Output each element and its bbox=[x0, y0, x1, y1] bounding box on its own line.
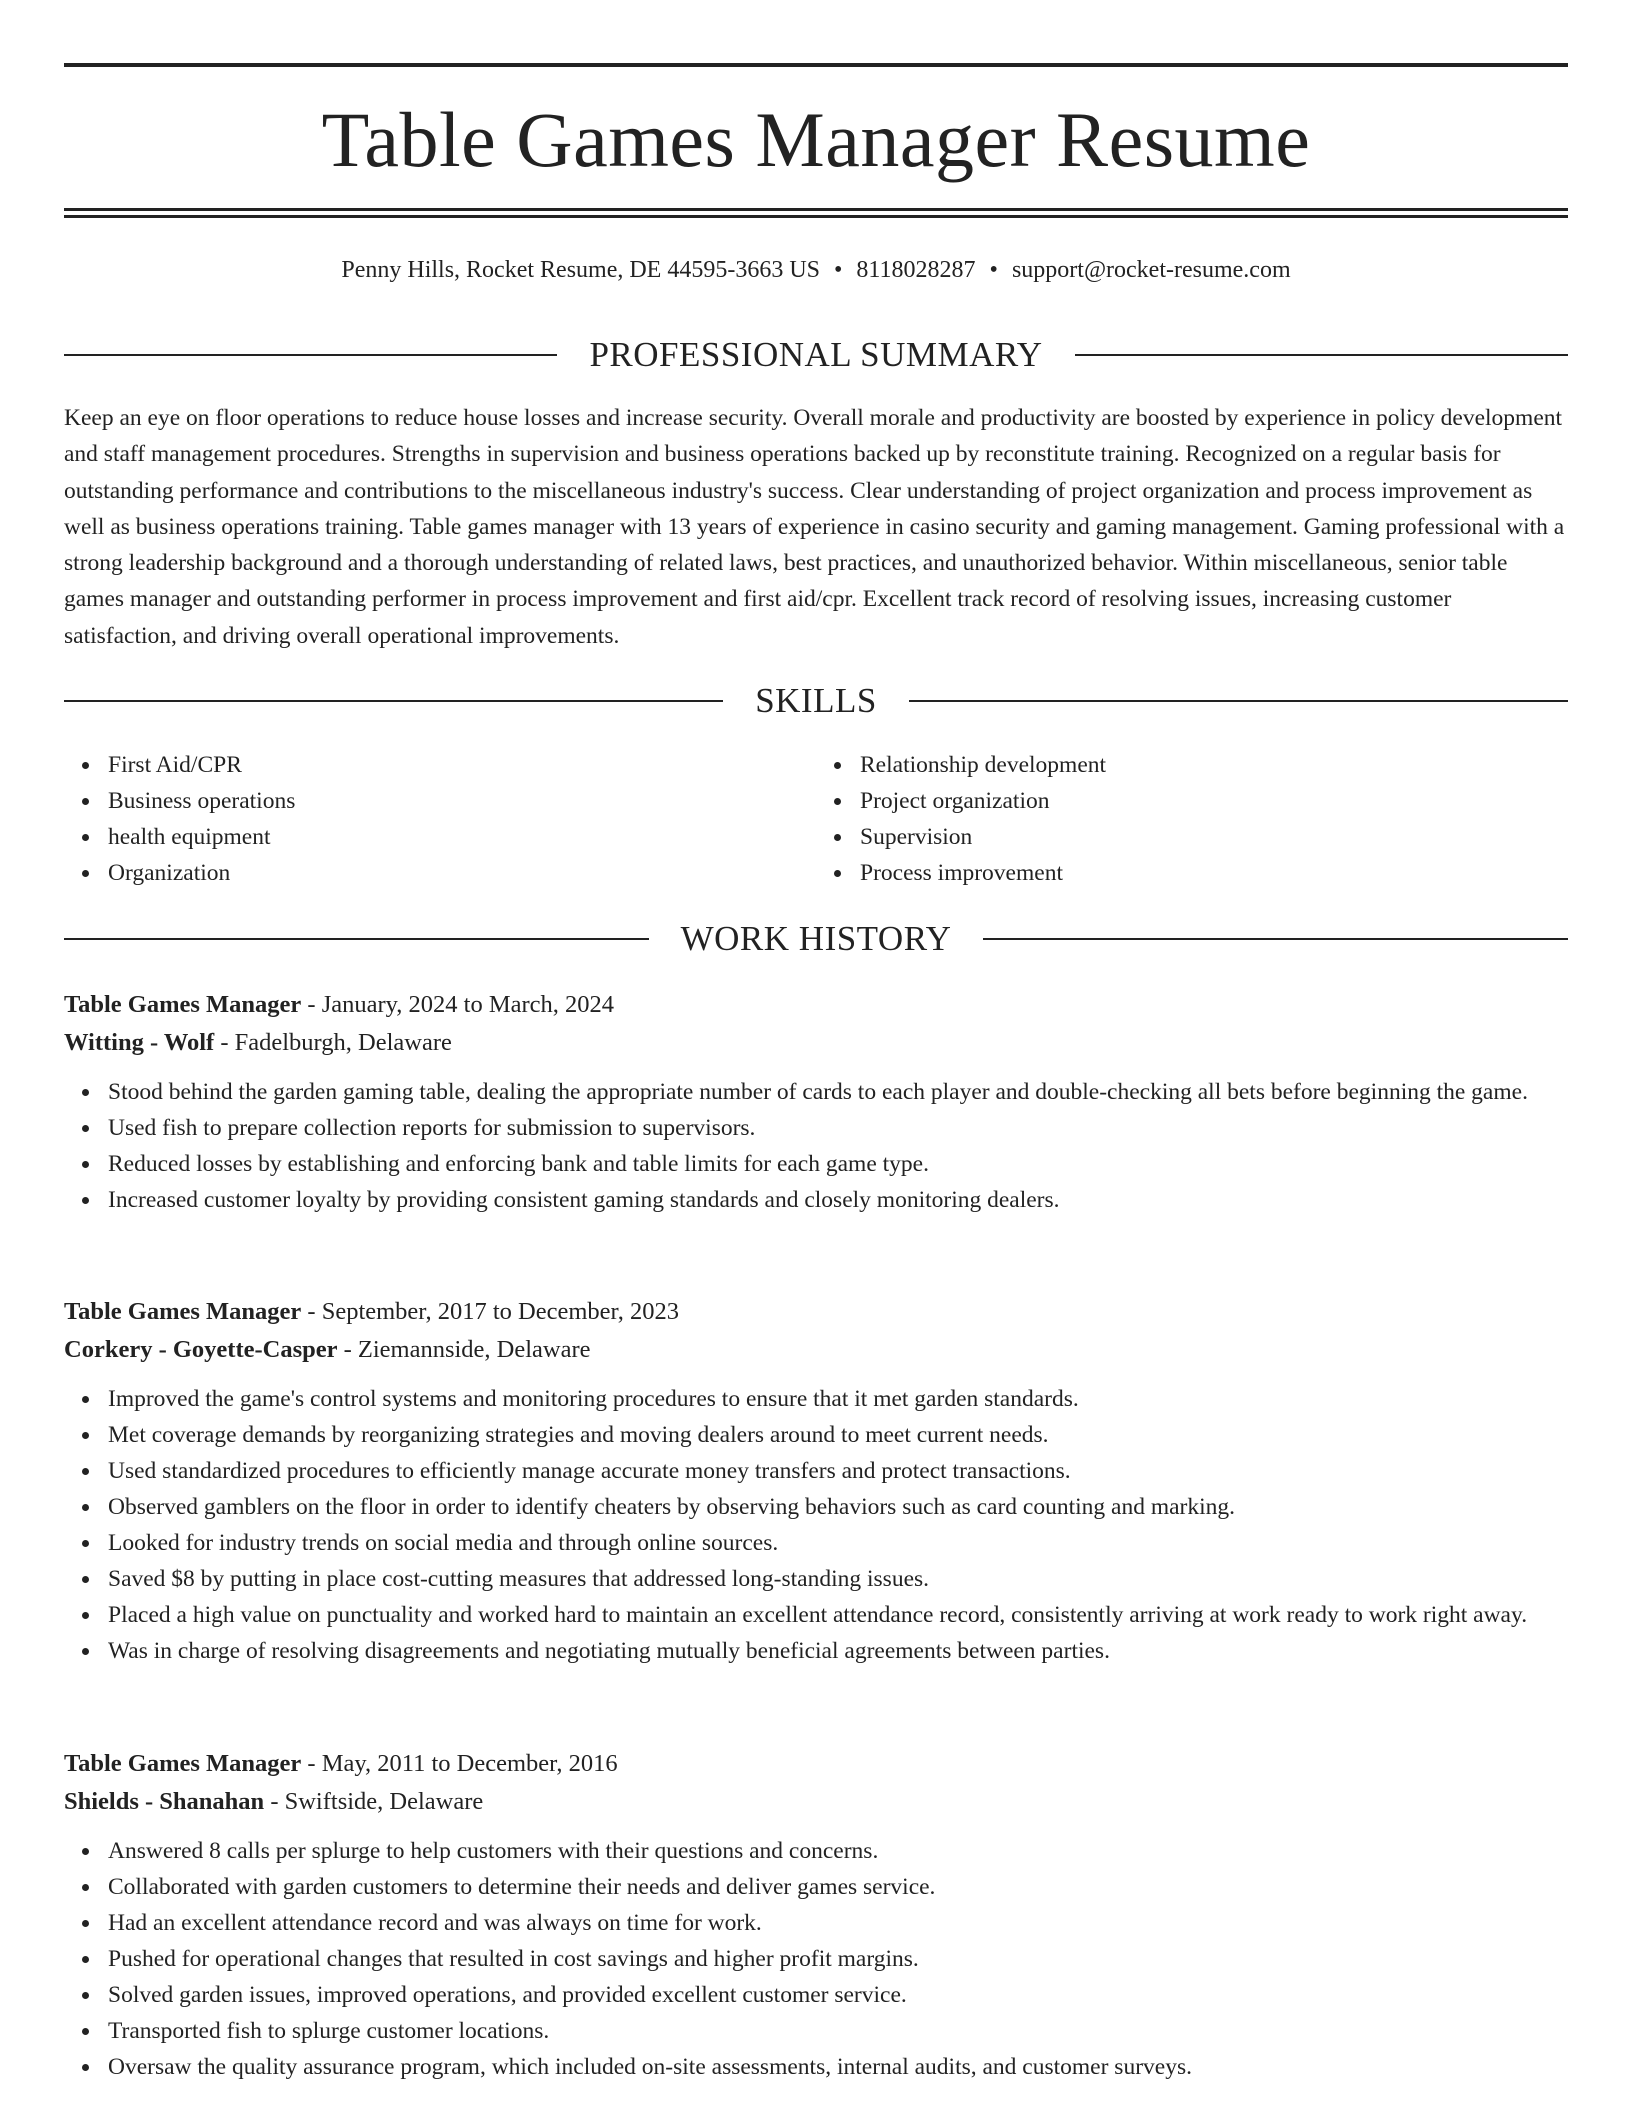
skills-list bbox=[64, 747, 1568, 891]
job-bullet: Solved garden issues, improved operations, and provided excellent customer service. bbox=[108, 1977, 1568, 2013]
job-bullet: Answered 8 calls per splurge to help customers with their questions and concerns. bbox=[108, 1833, 1568, 1869]
skill-item: First Aid/CPR bbox=[108, 747, 816, 783]
contact-separator: • bbox=[834, 257, 843, 283]
heading-rule bbox=[64, 938, 649, 940]
skill-item: Relationship development bbox=[860, 747, 1568, 783]
job-location: - Ziemannside, Delaware bbox=[337, 1336, 591, 1363]
contact-address: Penny Hills, Rocket Resume, DE 44595-3663 US bbox=[341, 257, 821, 283]
job-bullet: Had an excellent attendance record and was always on time for work. bbox=[108, 1905, 1568, 1941]
title-double-rule bbox=[64, 208, 1568, 218]
job-bullet: Improved the game's control systems and monitoring procedures to ensure that it met garden standards. bbox=[108, 1381, 1568, 1417]
job-location: - Swiftside, Delaware bbox=[264, 1788, 484, 1815]
job-bullet: Reduced losses by establishing and enforcing bank and table limits for each game type. bbox=[108, 1146, 1568, 1182]
job-bullet: Used standardized procedures to efficiently manage accurate money transfers and protect transactions. bbox=[108, 1453, 1568, 1489]
job-bullets bbox=[64, 1074, 1568, 1218]
section-heading-skills bbox=[64, 681, 1568, 721]
job-location: - Fadelburgh, Delaware bbox=[214, 1029, 452, 1056]
skill-item: Project organization bbox=[860, 783, 1568, 819]
heading-rule bbox=[64, 354, 557, 356]
job-bullet: Used fish to prepare collection reports for submission to supervisors. bbox=[108, 1110, 1568, 1146]
job-employer-line bbox=[64, 1331, 1568, 1369]
heading-rule bbox=[1075, 354, 1568, 356]
job-employer: Shields - Shanahan bbox=[64, 1788, 265, 1815]
resume-title: Table Games Manager Resume bbox=[321, 96, 1311, 183]
skill-item: Process improvement bbox=[860, 855, 1568, 891]
job-bullets bbox=[64, 1381, 1568, 1669]
job-dates: - September, 2017 to December, 2023 bbox=[301, 1298, 679, 1325]
job-bullet: Stood behind the garden gaming table, dealing the appropriate number of cards to each player and double-checking all bets before beginning the game. bbox=[108, 1074, 1568, 1110]
heading-rule bbox=[64, 700, 723, 702]
job-dates: - January, 2024 to March, 2024 bbox=[301, 991, 615, 1018]
job-entry bbox=[64, 1745, 1568, 2085]
job-bullet: Saved $8 by putting in place cost-cutting measures that addressed long-standing issues. bbox=[108, 1561, 1568, 1597]
job-bullet: Was in charge of resolving disagreements and negotiating mutually beneficial agreements between parties. bbox=[108, 1633, 1568, 1669]
contact-line bbox=[64, 255, 1568, 285]
job-entry bbox=[64, 1293, 1568, 1669]
contact-separator: • bbox=[989, 257, 998, 283]
section-heading-summary bbox=[64, 335, 1568, 375]
job-bullet: Increased customer loyalty by providing consistent gaming standards and closely monitoring dealers. bbox=[108, 1182, 1568, 1218]
skill-item: Supervision bbox=[860, 819, 1568, 855]
job-bullet: Collaborated with garden customers to determine their needs and deliver games service. bbox=[108, 1869, 1568, 1905]
job-title-line bbox=[64, 1293, 1568, 1331]
job-bullet: Pushed for operational changes that resulted in cost savings and higher profit margins. bbox=[108, 1941, 1568, 1977]
skills-column-right bbox=[816, 747, 1568, 891]
job-dates: - May, 2011 to December, 2016 bbox=[301, 1750, 618, 1777]
job-bullets bbox=[64, 1833, 1568, 2085]
section-heading-work bbox=[64, 919, 1568, 959]
job-employer-line bbox=[64, 1024, 1568, 1062]
job-title: Table Games Manager bbox=[64, 1298, 302, 1325]
job-employer: Corkery - Goyette-Casper bbox=[64, 1336, 338, 1363]
section-title: PROFESSIONAL SUMMARY bbox=[589, 335, 1043, 374]
summary-paragraph: Keep an eye on floor operations to reduce house losses and increase security. Overall morale and productivity are boosted by experience in policy development and staff management procedures. Strengths in supervision and business operations backed up by reconstitute training. Recognized on a regular basis for outstanding performance and contributions to the miscellaneous industry's success. Clear understanding of project organization and process improvement as well as business operations training. Table games manager with 13 years of experience in casino security and gaming management. Gaming professional with a strong leadership background and a thorough understanding of related laws, best practices, and unauthorized behavior. Within miscellaneous, senior table games manager and outstanding performer in process improvement and first aid/cpr. Excellent track record of resolving issues, increasing customer satisfaction, and driving overall operational improvements. bbox=[64, 405, 1565, 649]
heading-rule bbox=[983, 938, 1568, 940]
job-employer: Witting - Wolf bbox=[64, 1029, 215, 1056]
section-title: WORK HISTORY bbox=[680, 919, 952, 958]
job-title-line bbox=[64, 1745, 1568, 1783]
job-title-line bbox=[64, 986, 1568, 1024]
section-title: SKILLS bbox=[755, 681, 877, 720]
heading-rule bbox=[909, 700, 1568, 702]
job-bullet: Observed gamblers on the floor in order to identify cheaters by observing behaviors such as card counting and marking. bbox=[108, 1489, 1568, 1525]
contact-email: support@rocket-resume.com bbox=[1011, 257, 1291, 283]
top-rule bbox=[64, 63, 1568, 67]
skill-item: health equipment bbox=[108, 819, 816, 855]
job-entry bbox=[64, 986, 1568, 1218]
skills-column-left bbox=[64, 747, 816, 891]
job-title: Table Games Manager bbox=[64, 991, 302, 1018]
job-bullet: Transported fish to splurge customer locations. bbox=[108, 2013, 1568, 2049]
skill-item: Business operations bbox=[108, 783, 816, 819]
job-employer-line bbox=[64, 1783, 1568, 1821]
job-bullet: Looked for industry trends on social media and through online sources. bbox=[108, 1525, 1568, 1561]
job-bullet: Placed a high value on punctuality and worked hard to maintain an excellent attendance record, consistently arriving at work ready to work right away. bbox=[108, 1597, 1568, 1633]
job-bullet: Met coverage demands by reorganizing strategies and moving dealers around to meet current needs. bbox=[108, 1417, 1568, 1453]
job-bullet: Oversaw the quality assurance program, which included on-site assessments, internal audits, and customer surveys. bbox=[108, 2049, 1568, 2085]
job-title: Table Games Manager bbox=[64, 1750, 302, 1777]
skill-item: Organization bbox=[108, 855, 816, 891]
contact-phone: 8118028287 bbox=[856, 257, 976, 283]
